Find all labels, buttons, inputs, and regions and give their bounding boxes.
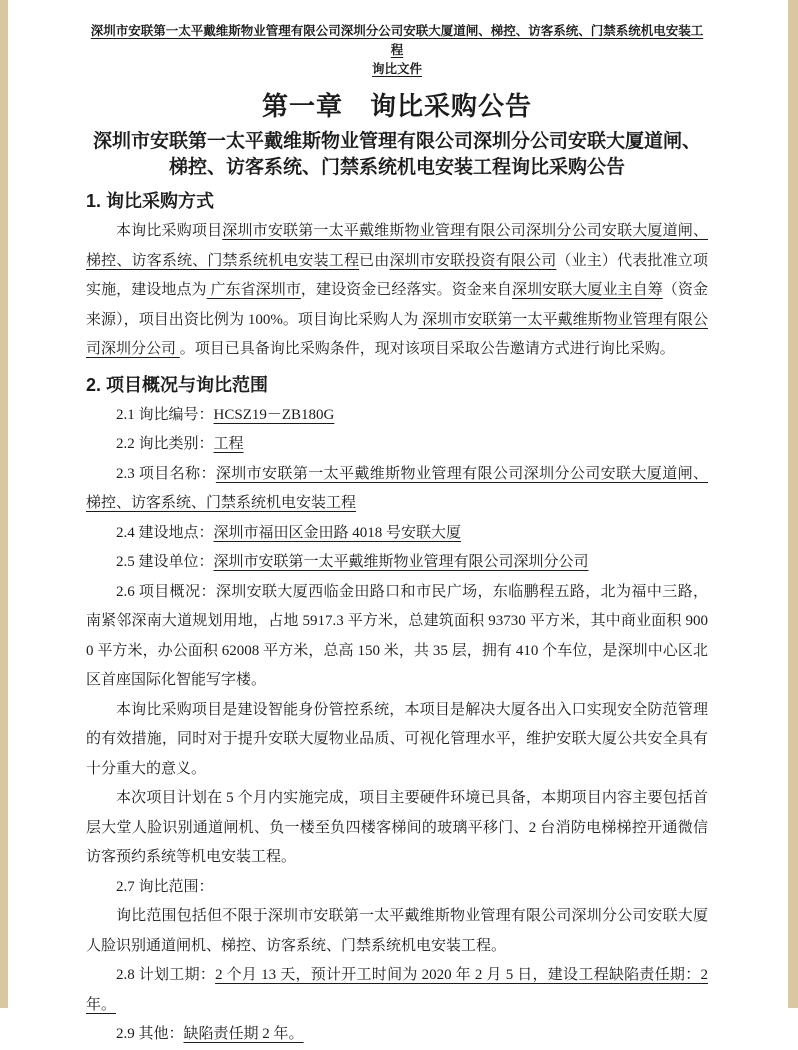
paragraph bbox=[86, 401, 708, 431]
paragraph bbox=[86, 519, 708, 549]
paragraph bbox=[86, 873, 708, 903]
underlined-text: 深圳市安联第一太平戴维斯物业管理有限公司深圳分公司 bbox=[86, 311, 708, 357]
underlined-text: 工程 bbox=[213, 436, 244, 452]
text-run: 2.5 建设单位： bbox=[116, 554, 214, 570]
underlined-text: 深圳市安联第一太平戴维斯物业管理有限公司深圳分公司安联大厦道闸、梯控、访客系统、门禁系统机电安装工程 bbox=[86, 223, 708, 269]
text-run: ，建设资金已经落实。资金来自 bbox=[300, 282, 513, 298]
paragraph bbox=[86, 430, 708, 460]
paragraph bbox=[86, 217, 708, 365]
paragraph bbox=[86, 961, 708, 1020]
chapter-title: 第一章 询比采购公告 bbox=[261, 91, 532, 121]
paragraph bbox=[86, 1020, 708, 1050]
underlined-text: 深圳市安联第一太平戴维斯物业管理有限公司深圳分公司 bbox=[213, 554, 589, 570]
text-run: 2.4 建设地点： bbox=[116, 524, 214, 541]
text-run: 2.7 询比范围： bbox=[116, 878, 214, 895]
text-run: 本询比采购项目 bbox=[116, 223, 223, 239]
header-line-1: 深圳市安联第一太平戴维斯物业管理有限公司深圳分公司安联大厦道闸、梯控、访客系统、门禁系统机电安装工程 bbox=[90, 24, 704, 57]
paragraph bbox=[86, 696, 708, 785]
paragraph bbox=[86, 902, 708, 961]
subtitle-line-1: 深圳市安联第一太平戴维斯物业管理有限公司深圳分公司安联大厦道闸、 bbox=[92, 131, 701, 152]
paragraph bbox=[86, 548, 708, 578]
text-run: 2.1 询比编号： bbox=[116, 406, 214, 423]
underlined-text: HCSZ19－ZB180G bbox=[213, 406, 335, 423]
underlined-text: 深圳市安联投资有限公司 bbox=[389, 252, 557, 269]
text-run: 2.3 项目名称： bbox=[116, 465, 216, 482]
underlined-text: 2 个月 13 天，预计开工时间为 2020 年 2 月 5 日，建设工程缺陷责任期：2 年。 bbox=[86, 967, 708, 1013]
text-run: 2.9 其他： bbox=[116, 1026, 184, 1042]
document-subtitle bbox=[86, 129, 708, 181]
header-line-2: 询比文件 bbox=[371, 62, 422, 76]
text-run: 2.6 项目概况：深圳安联大厦西临金田路口和市民广场，东临鹏程五路，北为福中三路，南紧邻深南大道规划用地，占地 5917.3 平方米，总建筑面积 93730 平方米，其中商业面积 9000 平方米，办公面积 62008 平方米，总高 150 米，共 35 层，拥有 410 个车位，是深圳中心区北区首座国际化智能写字楼。 bbox=[86, 583, 708, 688]
text-run: 2.2 询比类别： bbox=[116, 436, 214, 452]
text-run: 询比范围包括但不限于深圳市安联第一太平戴维斯物业管理有限公司深圳分公司安联大厦人脸识别通道闸机、梯控、访客系统、门禁系统机电安装工程。 bbox=[86, 908, 708, 954]
paragraph bbox=[86, 784, 708, 873]
document-header bbox=[86, 22, 708, 79]
section-heading: 2. 项目概况与询比范围 bbox=[86, 374, 269, 395]
section-heading: 1. 询比采购方式 bbox=[86, 191, 215, 211]
underlined-text: 深圳市福田区金田路 4018 号安联大厦 bbox=[213, 524, 462, 541]
text-run: 。项目已具备询比采购条件，现对该项目采取公告邀请方式进行询比采购。 bbox=[179, 341, 675, 357]
document-body bbox=[86, 189, 708, 1050]
underlined-text: 深圳市安联第一太平戴维斯物业管理有限公司深圳分公司安联大厦道闸、梯控、访客系统、门禁系统机电安装工程 bbox=[86, 465, 708, 511]
text-run: （资金来源），项目出资比例为 100%。项目询比采购人为 bbox=[86, 282, 708, 328]
paragraph bbox=[86, 578, 708, 696]
text-run: 已由 bbox=[359, 252, 390, 269]
text-run: 本询比采购项目是建设智能身份管控系统，本项目是解决大厦各出入口实现安全防范管理的有效措施，同时对于提升安联大厦物业品质、可视化管理水平，维护安联大厦公共安全具有十分重大的意义。 bbox=[86, 701, 708, 777]
subtitle-line-2: 梯控、访客系统、门禁系统机电安装工程询比采购公告 bbox=[168, 157, 625, 178]
text-run: （业主）代表批准立项实施，建设地点为 bbox=[86, 252, 708, 298]
paragraph bbox=[86, 460, 708, 519]
underlined-text: 深圳安联大厦业主自筹 bbox=[512, 282, 663, 298]
text-run: 2.8 计划工期： bbox=[116, 967, 216, 983]
underlined-text: 缺陷责任期 2 年。 bbox=[183, 1026, 304, 1042]
underlined-text: 广东省深圳市 bbox=[206, 282, 301, 298]
text-run: 本次项目计划在 5 个月内实施完成，项目主要硬件环境已具备，本期项目内容主要包括首层大堂人脸识别通道闸机、负一楼至负四楼客梯间的玻璃平移门、2 台消防电梯梯控开通微信访客预约系统等机电安装工程。 bbox=[86, 790, 708, 865]
